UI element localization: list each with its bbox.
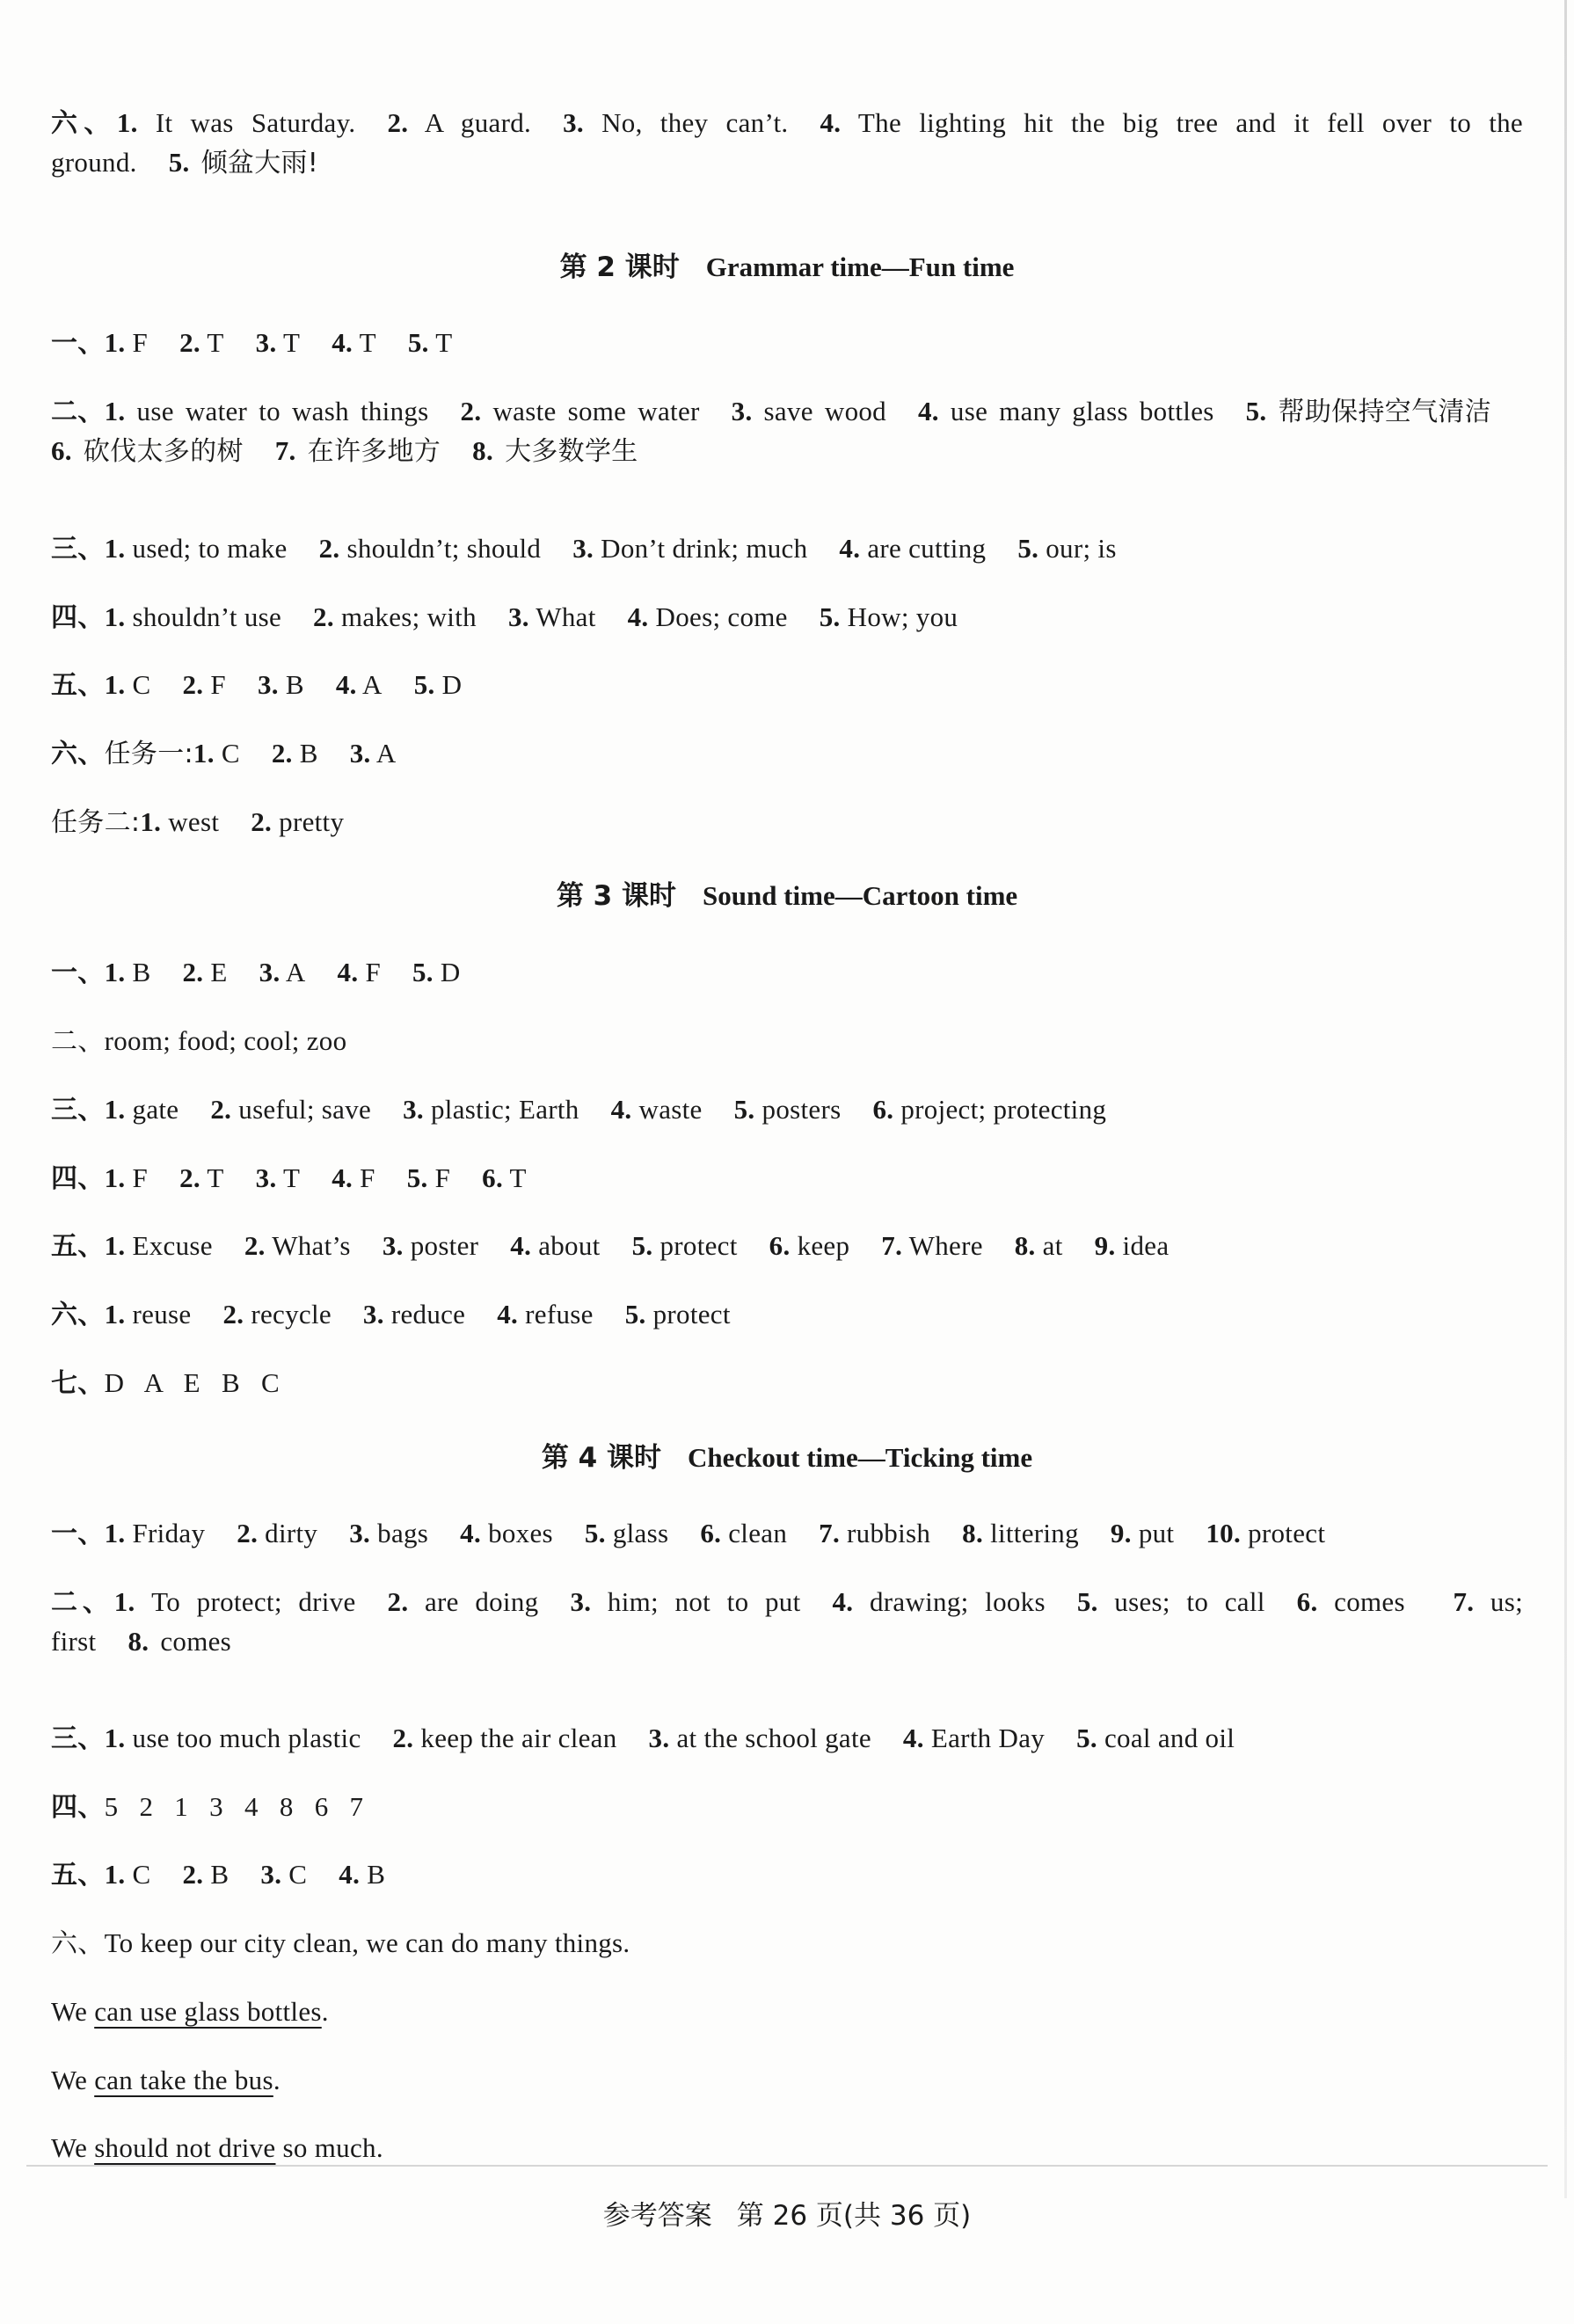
answer-line: 一、1. F 2. T 3. T 4. T 5. T — [51, 327, 453, 359]
answer-line: We can take the bus. — [51, 2065, 281, 2095]
answer-line: 三、1. use too much plastic 2. keep the air clean 3. at the school gate 4. Earth Day 5. coal and oil — [51, 1723, 1235, 1754]
answer-line: 一、1. B 2. E 3. A 4. F 5. D — [51, 957, 461, 988]
answer-line: 六、任务一:1. C 2. B 3. A — [51, 738, 397, 769]
answer-line: We can use glass bottles. — [51, 1996, 329, 2027]
answer-line: 三、1. gate 2. useful; save 3. plastic; Earth 4. waste 5. posters 6. project; protecting — [51, 1094, 1107, 1126]
answer-line: 七、D A E B C — [51, 1367, 280, 1399]
answer-line: 四、1. F 2. T 3. T 4. F 5. F 6. T — [51, 1162, 527, 1194]
lesson-number: 第 2 课时 — [559, 251, 680, 283]
answer-line: 五、1. C 2. B 3. C 4. B — [51, 1859, 386, 1891]
lesson-number: 第 3 课时 — [556, 880, 676, 912]
lesson-title: Sound time—Cartoon time — [702, 880, 1018, 911]
answer-line: 二、1. To protect; drive 2. are doing 3. him; not to put 4. drawing; looks 5. uses; to call 6. comes 7. us; first 8. comes — [51, 1586, 1523, 1657]
answer-line: 四、5 2 1 3 4 8 6 7 — [51, 1791, 364, 1823]
answer-line: 六、1. It was Saturday. 2. A guard. 3. No, they can’t. 4. The lighting hit the big tree and it fell over to the ground. 5. 倾盆大雨! — [51, 107, 1523, 178]
answer-line: 二、1. use water to wash things 2. waste some water 3. save wood 4. use many glass bottles 5. 帮助保持空气清洁6. 砍伐太多的树 7. 在许多地方 8. 大多数学生 — [51, 396, 1491, 467]
answer-line: 三、1. used; to make 2. shouldn’t; should 3. Don’t drink; much 4. are cutting 5. our; is — [51, 533, 1117, 565]
answer-line: 六、To keep our city clean, we can do many things. — [51, 1927, 630, 1959]
answer-line: 六、1. reuse 2. recycle 3. reduce 4. refuse 5. protect — [51, 1299, 731, 1330]
answer-line: 一、1. Friday 2. dirty 3. bags 4. boxes 5. glass 6. clean 7. rubbish 8. littering 9. put 10. protect — [51, 1518, 1326, 1549]
page-number: 第 26 页(共 36 页) — [736, 2200, 972, 2232]
footer-divider — [26, 2165, 1548, 2167]
answer-line: We should not drive so much. — [51, 2132, 383, 2163]
page-footer — [0, 2197, 1574, 2235]
answer-line: 二、room; food; cool; zoo — [51, 1025, 347, 1057]
page-edge-shadow — [1564, 0, 1567, 2198]
lesson-title: Checkout time—Ticking time — [688, 1442, 1033, 1473]
lesson-heading — [0, 248, 1574, 287]
lesson-title: Grammar time—Fun time — [705, 251, 1015, 282]
answer-line: 四、1. shouldn’t use 2. makes; with 3. What 4. Does; come 5. How; you — [51, 601, 958, 633]
answer-line: 五、1. C 2. F 3. B 4. A 5. D — [51, 669, 463, 701]
answer-line: 任务二:1. west 2. pretty — [51, 806, 345, 838]
lesson-heading — [0, 877, 1574, 915]
lesson-number: 第 4 课时 — [541, 1442, 662, 1474]
footer-label: 参考答案 — [602, 2200, 712, 2232]
lesson-heading — [0, 1439, 1574, 1477]
answer-line: 五、1. Excuse 2. What’s 3. poster 4. about 5. protect 6. keep 7. Where 8. at 9. idea — [51, 1230, 1170, 1262]
